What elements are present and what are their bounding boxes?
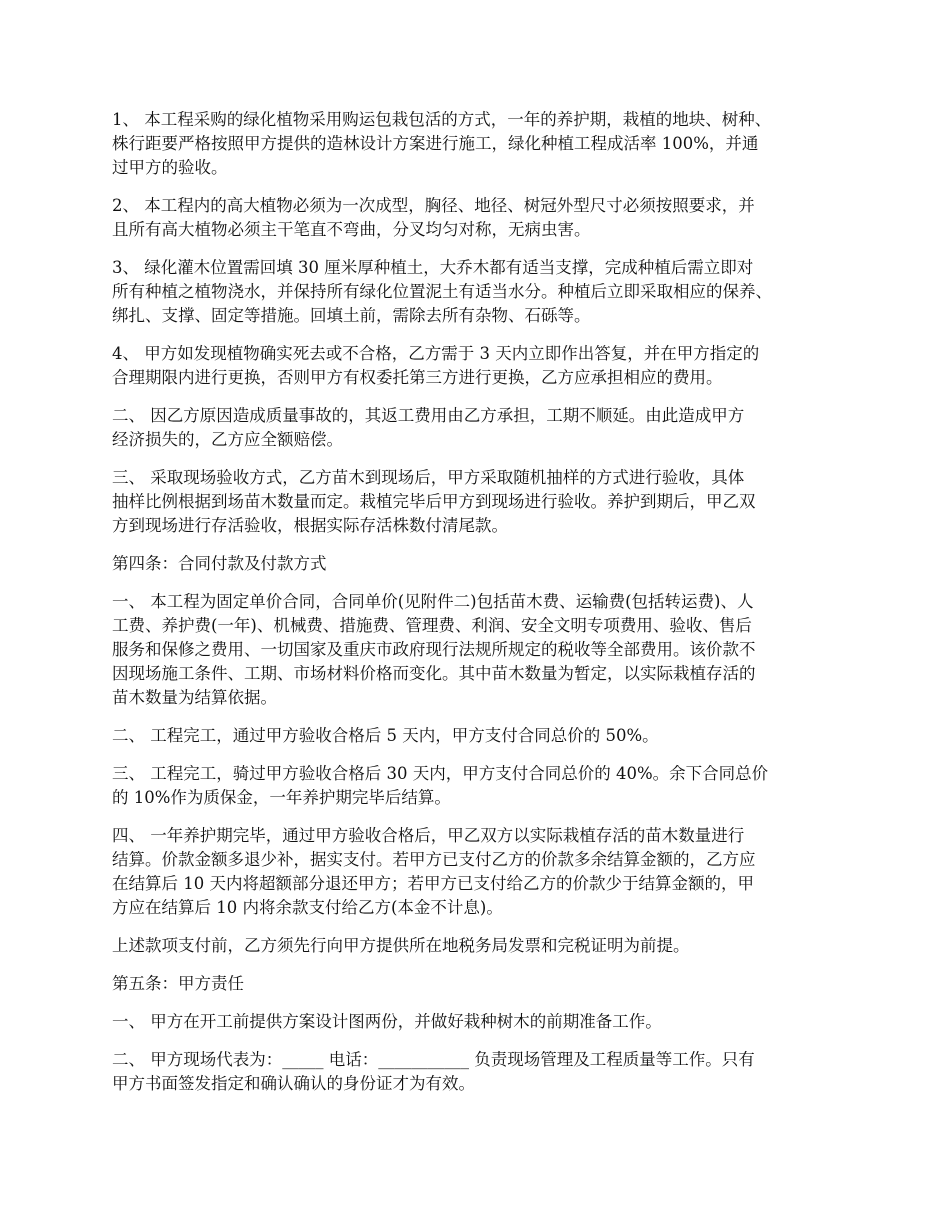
clause-onsite-acceptance: 三、 采取现场验收方式，乙方苗木到现场后，甲方采取随机抽样的方式进行验收，具体 抽样比例根据到场苗木数量而定。栽植完毕后甲方到现场进行验收。养护到期后，甲乙双 方到现场进行存活验收，根据实际存活株数付清尾款。 (112, 468, 756, 535)
clause-invoice-precondition: 上述款项支付前，乙方须先行向甲方提供所在地税务局发票和完税证明为前提。 (112, 936, 690, 955)
clause-payment-50: 二、 工程完工，通过甲方验收合格后 5 天内，甲方支付合同总价的 50%。 (112, 726, 659, 745)
clause-design-drawings: 一、 甲方在开工前提供方案设计图两份，并做好栽种树木的前期准备工作。 (112, 1012, 662, 1031)
clause-3-shrub-backfill: 3、 绿化灌木位置需回填 30 厘米厚种植土，大乔木都有适当支撑，完成种植后需立即对 所有种植之植物浇水，并保持所有绿化位置泥土有适当水分。种植后立即采取相应的保养、 绑扎、支撑、固定等措施。回填土前，需除去所有杂物、石砾等。 (112, 258, 772, 325)
clause-2-tall-plants: 2、 本工程内的高大植物必须为一次成型，胸径、地径、树冠外型尺寸必须按照要求，并 且所有高大植物必须主干笔直不弯曲，分叉均匀对称，无病虫害。 (112, 196, 755, 239)
document-body (112, 108, 840, 1110)
article-4-heading: 第四条：合同付款及付款方式 (112, 554, 327, 573)
clause-1-survival-rate: 1、 本工程采购的绿化植物采用购运包栽包活的方式，一年的养护期，栽植的地块、树种、 株行距要严格按照甲方提供的造林设计方案进行施工，绿化种植工程成活率 100%，并通 过甲方的验收。 (112, 110, 772, 177)
clause-site-representative: 二、 甲方现场代表为：_____ 电话：___________ 负责现场管理及工程质量等工作。只有 甲方书面签发指定和确认确认的身份证才为有效。 (112, 1050, 755, 1093)
clause-final-settlement: 四、 一年养护期完毕，通过甲方验收合格后，甲乙双方以实际栽植存活的苗木数量进行 结算。价款金额多退少补，据实支付。若甲方已支付乙方的价款多余结算金额的，乙方应 在结算后 10 天内将超额部分退还甲方；若甲方已支付给乙方的价款少于结算金额的，甲 方应在结算后 10 内将余款支付给乙方(本金不计息)。 (112, 826, 756, 917)
clause-fixed-unit-price: 一、 本工程为固定单价合同，合同单价(见附件二)包括苗木费、运输费(包括转运费)、人 工费、养护费(一年)、机械费、措施费、管理费、利润、安全文明专项费用、验收、售后 服务和保修之费用、一切国家及重庆市政府现行法规所规定的税收等全部费用。该价款不 因现场施工条件、工期、市场材料价格而变化。其中苗木数量为暂定，以实际栽植存活的 苗木数量为结算依据。 (112, 592, 756, 707)
clause-quality-accident: 二、 因乙方原因造成质量事故的，其返工费用由乙方承担，工期不顺延。由此造成甲方 经济损失的，乙方应全额赔偿。 (112, 406, 745, 449)
clause-payment-40: 三、 工程完工，骑过甲方验收合格后 30 天内，甲方支付合同总价的 40%。余下合同总价 的 10%作为质保金，一年养护期完毕后结算。 (112, 764, 769, 807)
clause-4-replacement: 4、 甲方如发现植物确实死去或不合格，乙方需于 3 天内立即作出答复，并在甲方指定的 合理期限内进行更换，否则甲方有权委托第三方进行更换，乙方应承担相应的费用。 (112, 344, 760, 387)
article-5-heading: 第五条：甲方责任 (112, 974, 244, 993)
